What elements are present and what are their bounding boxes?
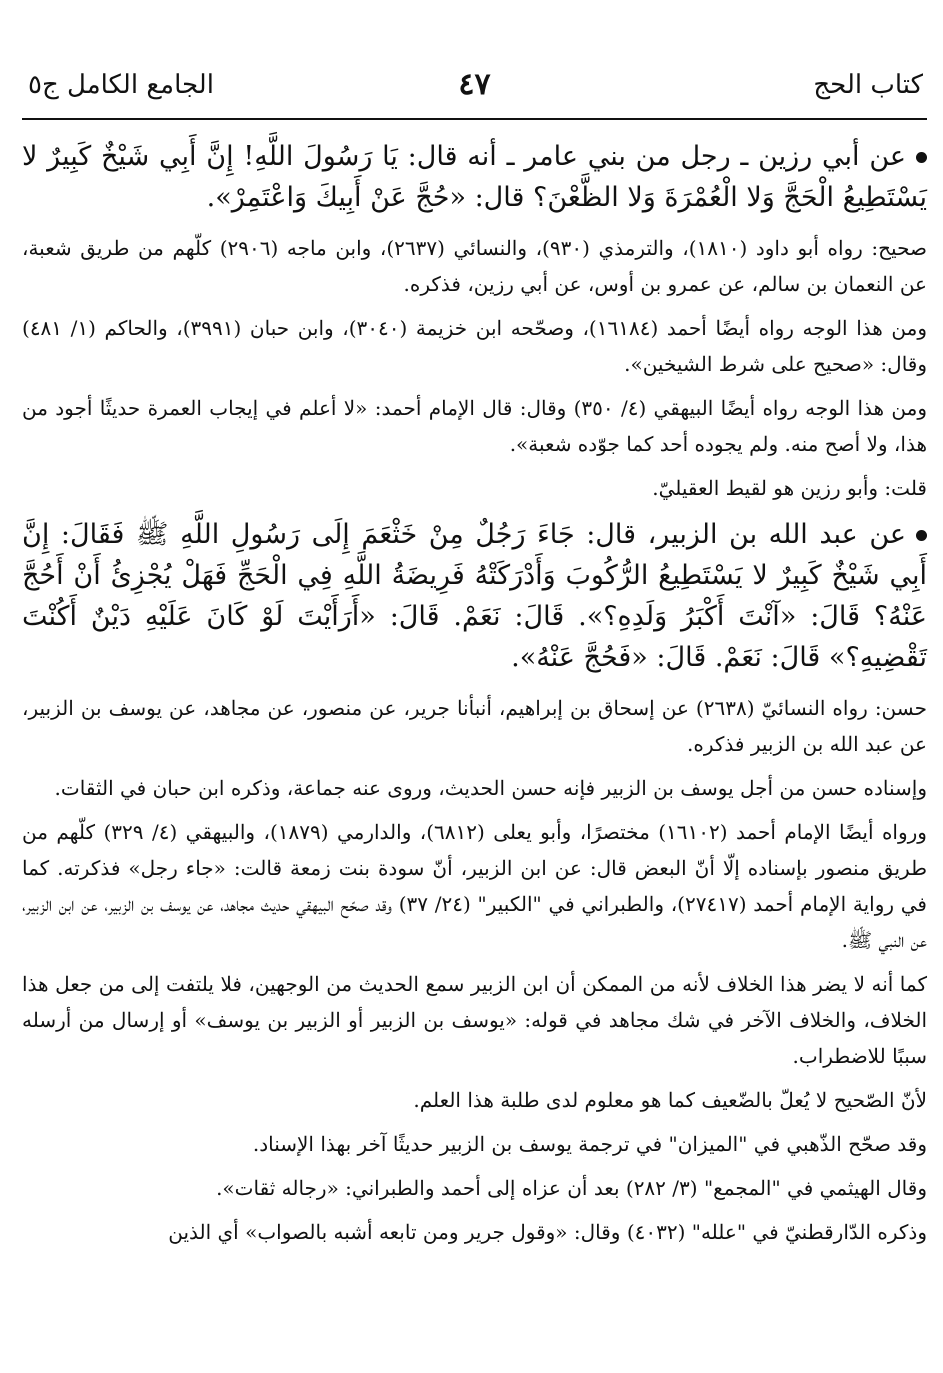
commentary-paragraph: وقد صحّح الذّهبي في "الميزان" في ترجمة يوسف بن الزبير حديثًا آخر بهذا الإسناد. [252,1132,927,1156]
commentary-paragraph: حسن: رواه النسائيّ (٢٦٣٨) عن إسحاق بن إبراهيم، أنبأنا جرير، عن منصور، عن مجاهد، عن يوسف بن الزبير، عن عبد الله بن الزبير فذكره. [22,696,927,756]
header-divider [22,118,927,120]
hadith-paragraph [22,136,927,218]
commentary-paragraph: صحيح: رواه أبو داود (١٨١٠)، والترمذي (٩٣٠)، والنسائي (٢٦٣٧)، وابن ماجه (٢٩٠٦) كلّهم من طريق شعبة، عن النعمان بن سالم، عن عمرو بن أوس، عن أبي رزين، فذكره. [22,236,927,296]
hadith-text: عن عبد الله بن الزبير، قال: جَاءَ رَجُلٌ مِنْ خَثْعَمَ إِلَى رَسُولِ اللَّهِ ﷺ فَقَالَ: إِنَّ أَبِي شَيْخٌ كَبِيرٌ لا يَسْتَطِيعُ الرُّكُوبَ وَأَدْرَكَتْهُ فَرِيضَةُ اللَّهِ فِي الْحَجِّ فَهَلْ يُجْزِئُ أَنْ أَحُجَّ عَنْهُ؟ قَالَ: «آنْتَ أَكْبَرُ وَلَدِهِ؟». قَالَ: نَعَمْ. قَالَ: «أَرَأَيْتَ لَوْ كَانَ عَلَيْهِ دَيْنٌ أَكُنْتَ تَقْضِيهِ؟» قَالَ: نَعَمْ. قَالَ: «فَحُجَّ عَنْهُ». [22,519,927,673]
commentary-paragraph: ومن هذا الوجه رواه أيضًا أحمد (١٦١٨٤)، وصحّحه ابن خزيمة (٣٠٤٠)، وابن حبان (٣٩٩١)، والحاكم (١/ ٤٨١) وقال: «صحيح على شرط الشيخين». [22,316,927,376]
commentary-paragraph: ورواه أيضًا الإمام أحمد (١٦١٠٢) مختصرًا، وأبو يعلى (٦٨١٢)، والدارمي (١٨٧٩)، والبيهقي (٤/ ٣٢٩) كلّهم من طريق منصور بإسناده إلّا أنّ البعض قال: عن ابن الزبير، أنّ سودة بنت زمعة قالت: «جاء رجل» فذكرته. كما في رواية الإمام أحمد (٢٧٤١٧)، والطبراني في "الكبير" (٢٤/ ٣٧) وقد صحّح البيهقي حديث مجاهد، عن يوسف بن الزبير، عن ابن الزبير، عن النبي ﷺ. [22,820,927,952]
commentary-paragraph: ومن هذا الوجه رواه أيضًا البيهقي (٤/ ٣٥٠) وقال: قال الإمام أحمد: «لا أعلم في إيجاب العمرة حديثًا أجود من هذا، ولا أصح منه. ولم يجوده أحد كما جوّده شعبة». [22,396,927,456]
commentary-paragraph: وإسناده حسن من أجل يوسف بن الزبير فإنه حسن الحديث، وروى عنه جماعة، وذكره ابن حبان في الثقات. [54,776,927,800]
commentary-paragraph: كما أنه لا يضر هذا الخلاف لأنه من الممكن أن ابن الزبير سمع الحديث من الوجهين، فلا يلتفت إلى من جعل هذا الخلاف، والخلاف الآخر في شك مجاهد في قوله: «يوسف بن الزبير أو الزبير بن يوسف» أو إرسال من أرسله سببًا للاضطراب. [22,972,927,1068]
commentary-paragraph: وذكره الدّارقطنيّ في "علله" (٤٠٣٢) وقال: «وقول جرير ومن تابعه أشبه بالصواب» أي الذين [168,1220,927,1244]
commentary-paragraph: قلت: وأبو رزين هو لقيط العقيليّ. [652,476,927,500]
page-number: ٤٧ [458,67,491,102]
bullet-icon [916,530,927,541]
bullet-icon [916,152,927,163]
commentary-paragraph: لأنّ الصّحيح لا يُعلّ بالضّعيف كما هو معلوم لدى طلبة هذا العلم. [413,1088,927,1112]
book-title: الجامع الكامل ج٥ [28,70,214,100]
chapter-title: كتاب الحج [813,70,923,100]
commentary-paragraph: وقال الهيثمي في "المجمع" (٣/ ٢٨٢) بعد أن عزاه إلى أحمد والطبراني: «رجاله ثقات». [216,1176,927,1200]
page-header [22,64,927,120]
page-body [22,136,927,1258]
hadith-text: عن أبي رزين ـ رجل من بني عامر ـ أنه قال: يَا رَسُولَ اللَّهِ! إِنَّ أَبِي شَيْخٌ كَبِيرٌ لا يَسْتَطِيعُ الْحَجَّ وَلا الْعُمْرَةَ وَلا الظَّعْنَ؟ قال: «حُجَّ عَنْ أَبِيكَ وَاعْتَمِرْ». [22,141,927,213]
hadith-paragraph [22,514,927,678]
